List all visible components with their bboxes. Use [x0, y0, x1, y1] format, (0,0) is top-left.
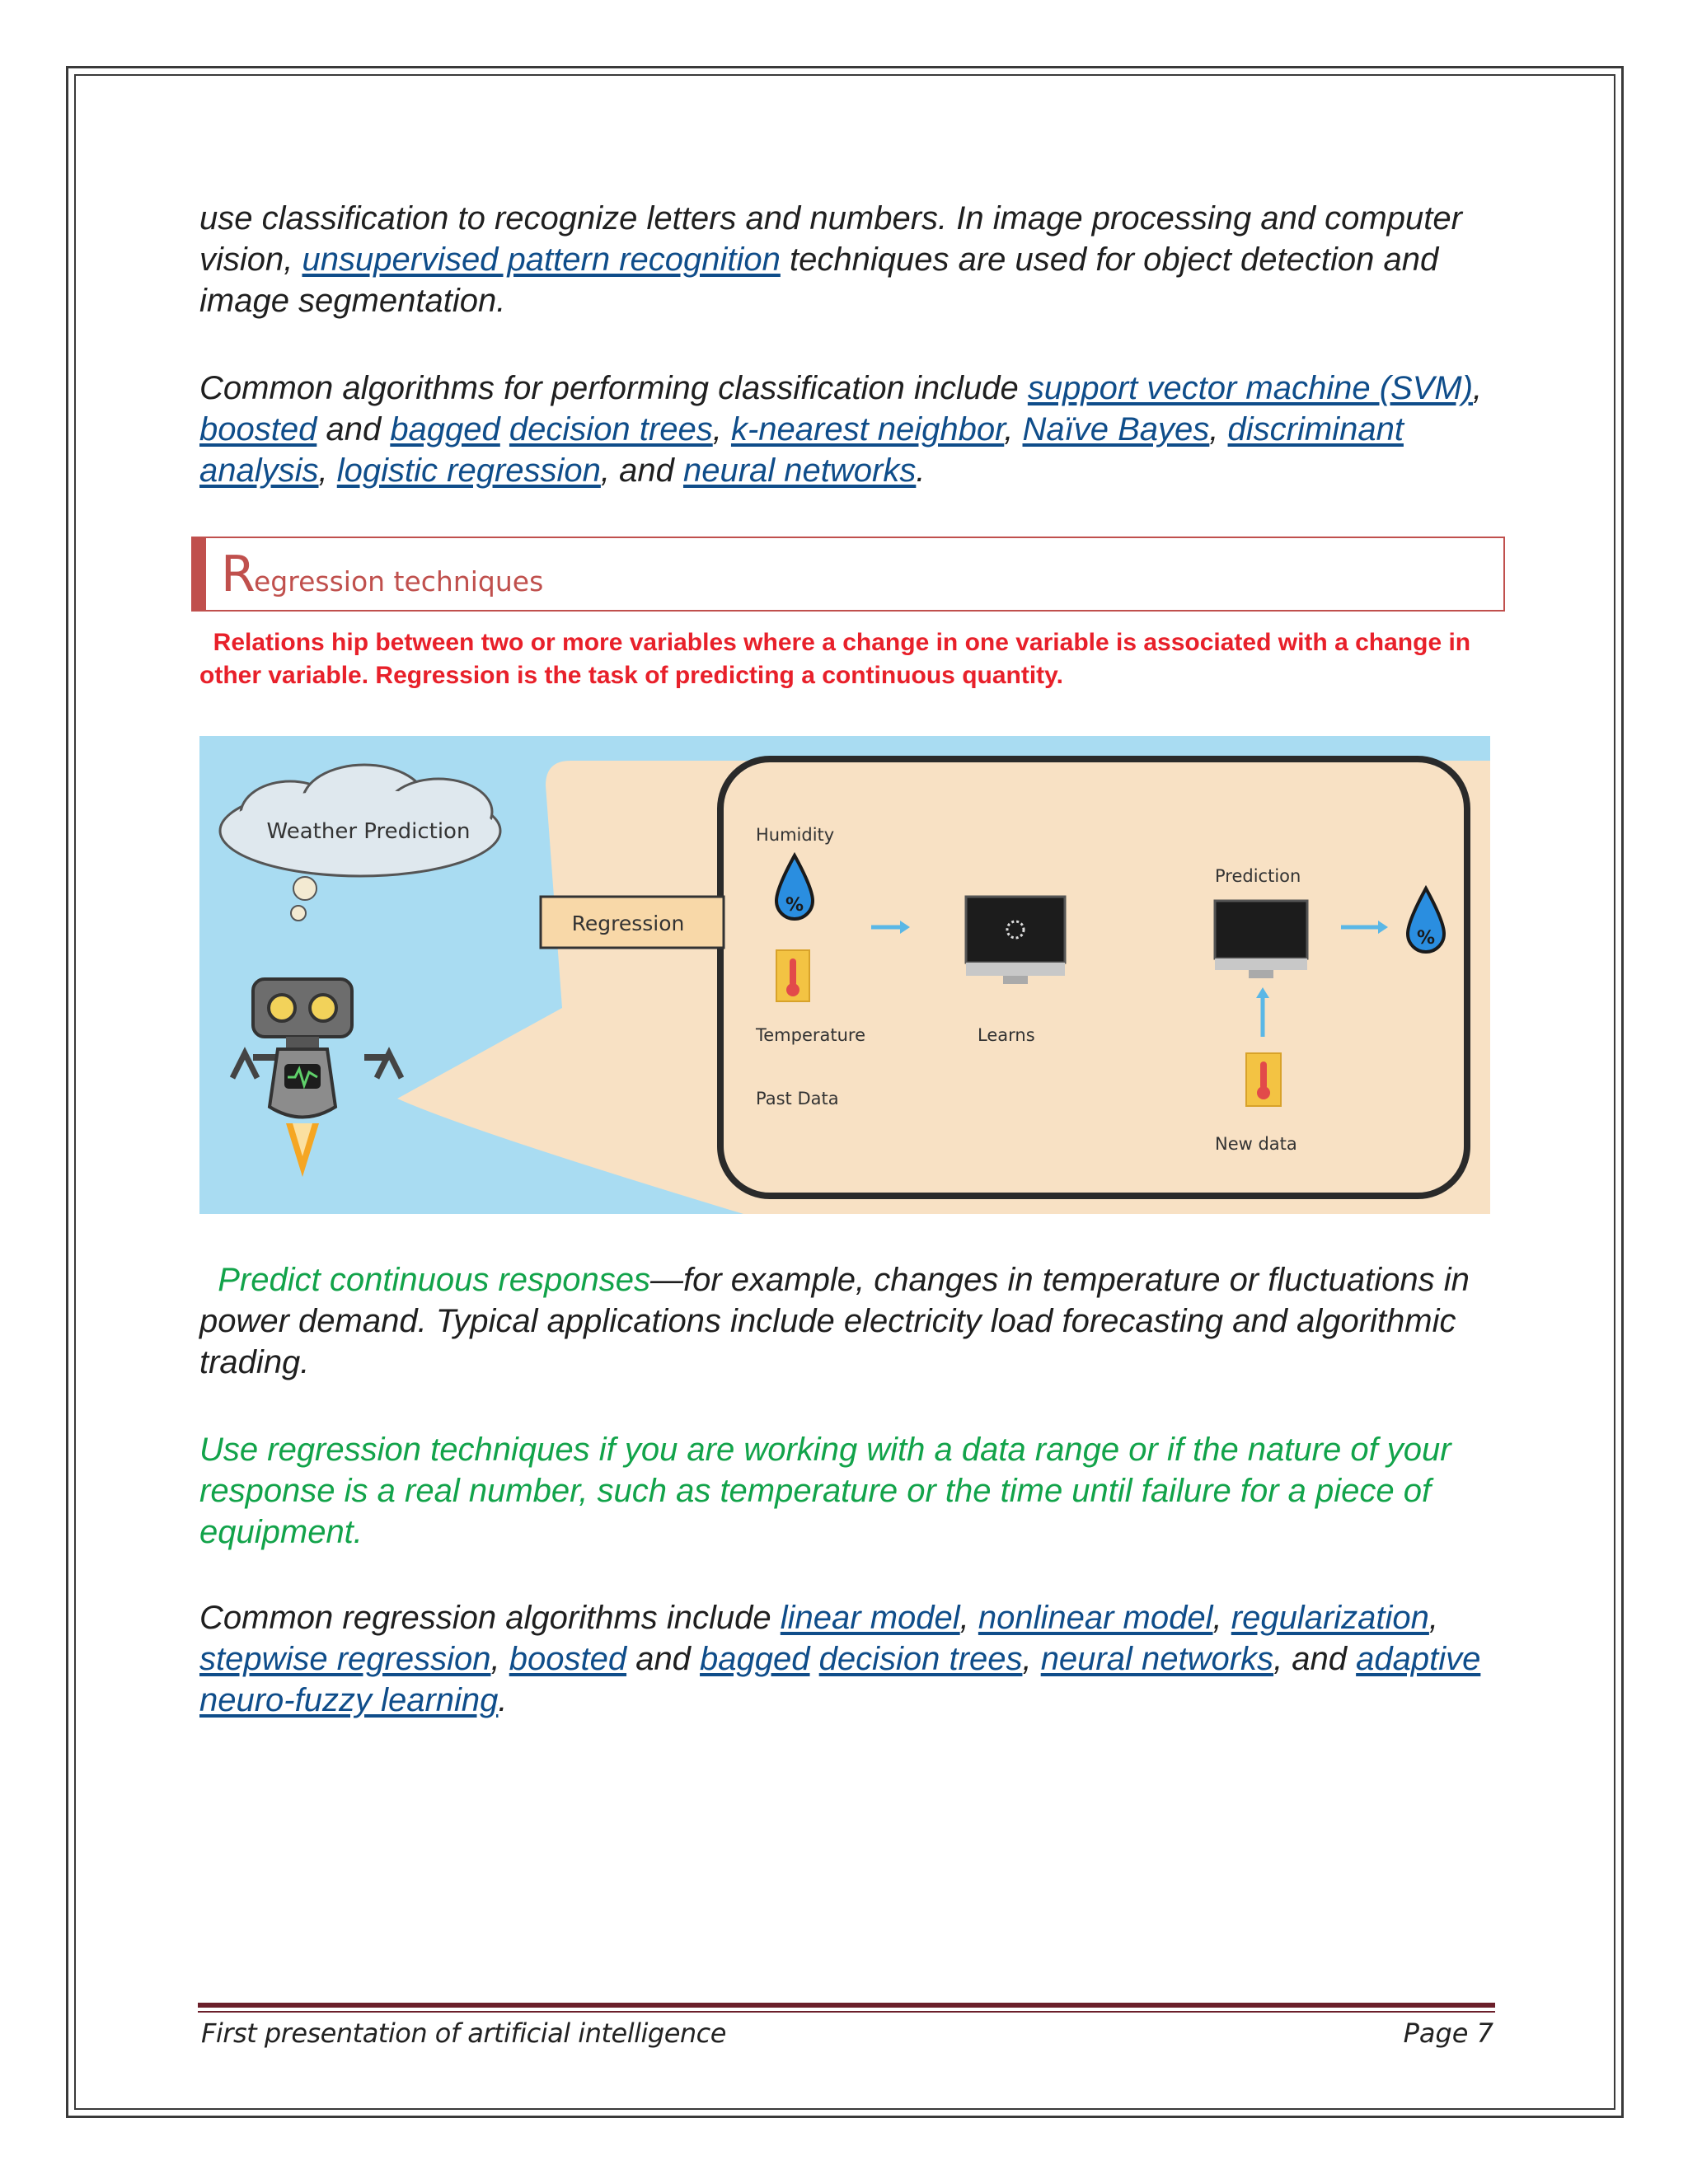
link-stepwise-regression[interactable]: stepwise regression — [199, 1641, 491, 1677]
footer-title: First presentation of artificial intelligence — [201, 2018, 726, 2049]
text: , — [1004, 411, 1023, 448]
link-boosted[interactable]: boosted — [509, 1641, 627, 1677]
text: , — [490, 1641, 509, 1677]
footer-rule — [198, 2003, 1495, 2008]
link-nonlinear-model[interactable]: nonlinear model — [978, 1600, 1213, 1636]
text: Relations hip between two or more variables where a change in one variable is associated with a change in other variable. Regression is the task of predicting a continuous quantity. — [199, 629, 1471, 689]
section-heading-regression — [191, 537, 1505, 612]
output-percent-glyph: % — [1416, 928, 1436, 949]
text: techniques are used for object detection and image segmentation. — [199, 241, 1439, 319]
new-data-thermometer-icon — [1246, 1053, 1281, 1106]
text — [810, 1641, 819, 1677]
text: , and — [600, 452, 683, 489]
heading-initial: R — [221, 546, 256, 603]
regression-label: Regression — [571, 912, 685, 935]
humidity-percent-glyph: % — [785, 895, 804, 916]
text: . — [498, 1682, 508, 1718]
link-unsupervised-pattern-recognition[interactable]: unsupervised pattern recognition — [302, 241, 781, 278]
humidity-label: Humidity — [756, 825, 835, 845]
paragraph-predict-continuous — [199, 1259, 1493, 1383]
temperature-label: Temperature — [756, 1025, 866, 1045]
text: , — [1022, 1641, 1041, 1677]
heading-text: egression techniques — [254, 565, 544, 598]
text: —for example, changes in temperature or fluctuations in power demand. Typical applications include electricity load forecasting and algorithmic trading. — [199, 1262, 1470, 1380]
text: , — [712, 411, 731, 448]
paragraph-classification-uses — [199, 198, 1493, 321]
past-data-label: Past Data — [756, 1089, 839, 1108]
text: , — [1428, 1600, 1439, 1636]
footer-rule-thin — [198, 2011, 1495, 2013]
page-number: Page 7 — [1403, 2018, 1493, 2049]
learning-monitor-icon — [966, 897, 1065, 984]
link-bagged[interactable]: bagged — [390, 411, 500, 448]
prediction-monitor-icon — [1215, 901, 1307, 978]
link-linear-model[interactable]: linear model — [780, 1600, 960, 1636]
text: Common algorithms for performing classification include — [199, 370, 1028, 406]
temperature-icon — [776, 950, 809, 1001]
text: and — [316, 411, 391, 448]
text: , — [1209, 411, 1228, 448]
link-bagged[interactable]: bagged — [700, 1641, 810, 1677]
text: and — [626, 1641, 701, 1677]
prediction-label: Prediction — [1215, 866, 1301, 886]
link-adaptive-neuro-fuzzy-learning[interactable]: adaptive neuro-fuzzy learning — [199, 1641, 1481, 1718]
link-neural-networks[interactable]: neural networks — [682, 452, 917, 489]
regression-definition — [199, 626, 1485, 692]
learns-label: Learns — [978, 1025, 1035, 1045]
link-neural-networks[interactable]: neural networks — [1040, 1641, 1274, 1677]
paragraph-use-regression: Use regression techniques if you are working with a data range or if the nature of your response is a real number, such as temperature or the time until failure for a piece of equipment. — [199, 1432, 1451, 1550]
link-decision-trees[interactable]: decision trees — [509, 411, 713, 448]
green-lead: Predict continuous responses — [218, 1262, 650, 1298]
text: , — [318, 452, 337, 489]
link-knn[interactable]: k-nearest neighbor — [730, 411, 1005, 448]
regression-illustration — [199, 736, 1490, 1214]
link-logistic-regression[interactable]: logistic regression — [336, 452, 601, 489]
paragraph-classification-algorithms — [199, 368, 1493, 491]
text: , — [959, 1600, 978, 1636]
text — [500, 411, 509, 448]
link-svm[interactable]: support vector machine (SVM) — [1027, 370, 1474, 406]
text: , and — [1273, 1641, 1357, 1677]
link-regularization[interactable]: regularization — [1231, 1600, 1429, 1636]
link-boosted[interactable]: boosted — [199, 411, 317, 448]
text: , — [1473, 370, 1483, 406]
text: Common regression algorithms include — [199, 1600, 781, 1636]
link-discriminant-analysis[interactable]: discriminant analysis — [199, 411, 1404, 489]
new-data-label: New data — [1215, 1134, 1297, 1154]
paragraph-regression-algorithms — [199, 1597, 1493, 1721]
text: . — [916, 452, 926, 489]
link-naive-bayes[interactable]: Naïve Bayes — [1022, 411, 1210, 448]
text: , — [1212, 1600, 1231, 1636]
text: use classification to recognize letters and numbers. In image processing and computer vision, — [199, 200, 1462, 278]
link-decision-trees[interactable]: decision trees — [818, 1641, 1023, 1677]
cloud-label: Weather Prediction — [266, 819, 471, 844]
